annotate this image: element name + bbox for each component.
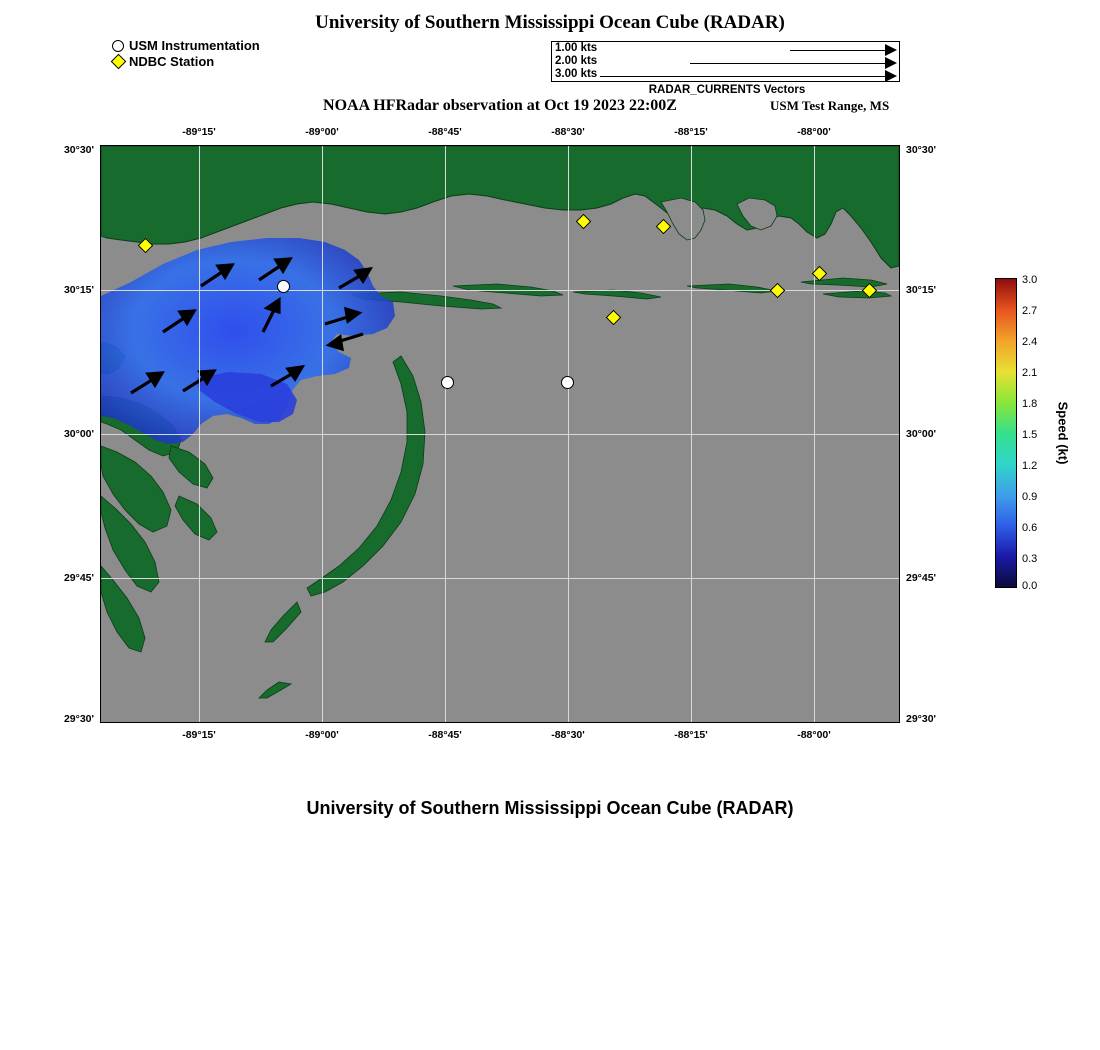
y-tick-left-3: 30°00' — [63, 428, 94, 440]
vector-scale-key — [551, 41, 900, 82]
colorbar-tick-5: 1.8 — [1022, 398, 1038, 410]
diamond-marker-icon — [111, 54, 127, 70]
page-title: University of Southern Mississippi Ocean Cube (RADAR) — [315, 12, 785, 33]
y-tick-left-5: 29°30' — [63, 713, 94, 725]
symbol-legend — [112, 38, 260, 70]
legend-item-ndbc — [112, 54, 260, 69]
y-tick-right-2: 30°15' — [906, 284, 937, 296]
x-tick-bottom-1: -89°15' — [182, 729, 216, 741]
current-arrow-7 — [329, 334, 363, 349]
vector-key-line-1 — [790, 50, 890, 51]
x-tick-top-3: -88°45' — [428, 126, 462, 138]
current-arrow-2 — [259, 259, 290, 280]
colorbar-tick-8: 0.9 — [1022, 491, 1038, 503]
vector-key-label-2: 2.00 kts — [555, 55, 598, 67]
current-arrow-6 — [325, 309, 359, 324]
map-canvas[interactable] — [100, 145, 900, 723]
legend-label-usm: USM Instrumentation — [129, 38, 260, 53]
colorbar-tick-2: 2.7 — [1022, 305, 1038, 317]
vector-key-arrow-2 — [885, 57, 897, 69]
x-tick-top-6: -88°00' — [797, 126, 831, 138]
x-tick-bottom-3: -88°45' — [428, 729, 462, 741]
vector-key-label-1: 1.00 kts — [555, 42, 598, 54]
colorbar-gradient — [995, 278, 1017, 588]
y-tick-right-4: 29°45' — [906, 572, 937, 584]
current-arrow-10 — [131, 373, 162, 393]
vector-key-arrow-3 — [885, 70, 897, 82]
vector-key-row-2 — [552, 56, 901, 69]
colorbar-tick-10: 0.3 — [1022, 553, 1038, 565]
current-arrow-9 — [271, 367, 302, 386]
current-arrow-4 — [163, 311, 194, 332]
x-tick-top-4: -88°30' — [551, 126, 585, 138]
vector-key-line-3 — [600, 76, 890, 77]
colorbar-tick-4: 2.1 — [1022, 367, 1038, 379]
y-tick-right-3: 30°00' — [906, 428, 937, 440]
gridline-latitude-2 — [101, 434, 899, 435]
colorbar-title: Speed (kt) — [1055, 401, 1071, 465]
vector-key-row-3 — [552, 69, 901, 82]
x-tick-top-2: -89°00' — [305, 126, 339, 138]
x-tick-top-5: -88°15' — [674, 126, 708, 138]
x-tick-bottom-4: -88°30' — [551, 729, 585, 741]
colorbar-tick-7: 1.2 — [1022, 460, 1038, 472]
vector-key-caption: RADAR_CURRENTS Vectors — [648, 84, 806, 96]
legend-item-usm — [112, 38, 260, 53]
usm-instrumentation-marker-1[interactable] — [277, 280, 290, 293]
circle-marker-icon — [112, 40, 124, 52]
colorbar-tick-1: 3.0 — [1022, 274, 1038, 286]
gridline-latitude-3 — [101, 578, 899, 579]
y-tick-right-5: 29°30' — [906, 713, 937, 725]
footer-title: University of Southern Mississippi Ocean Cube (RADAR) — [306, 798, 794, 818]
colorbar-tick-3: 2.4 — [1022, 336, 1038, 348]
x-tick-bottom-6: -88°00' — [797, 729, 831, 741]
vector-key-label-3: 3.00 kts — [555, 68, 598, 80]
range-label: USM Test Range, MS — [770, 98, 890, 113]
current-arrow-1 — [201, 265, 232, 286]
y-tick-left-1: 30°30' — [63, 144, 94, 156]
colorbar-tick-11: 0.0 — [1022, 580, 1038, 592]
usm-instrumentation-marker-3[interactable] — [561, 376, 574, 389]
colorbar-tick-6: 1.5 — [1022, 429, 1038, 441]
vector-key-arrow-1 — [885, 44, 897, 56]
vector-key-line-2 — [690, 63, 890, 64]
vector-key-row-1 — [552, 43, 901, 56]
current-arrow-3 — [339, 269, 370, 288]
usm-instrumentation-marker-2[interactable] — [441, 376, 454, 389]
x-tick-top-1: -89°15' — [182, 126, 216, 138]
colorbar-tick-9: 0.6 — [1022, 522, 1038, 534]
observation-title: NOAA HFRadar observation at Oct 19 2023 22:00Z — [323, 97, 677, 114]
y-tick-right-1: 30°30' — [906, 144, 937, 156]
legend-label-ndbc: NDBC Station — [129, 54, 215, 69]
current-arrow-5 — [263, 300, 279, 332]
y-tick-left-4: 29°45' — [63, 572, 94, 584]
y-tick-left-2: 30°15' — [63, 284, 94, 296]
x-tick-bottom-5: -88°15' — [674, 729, 708, 741]
x-tick-bottom-2: -89°00' — [305, 729, 339, 741]
